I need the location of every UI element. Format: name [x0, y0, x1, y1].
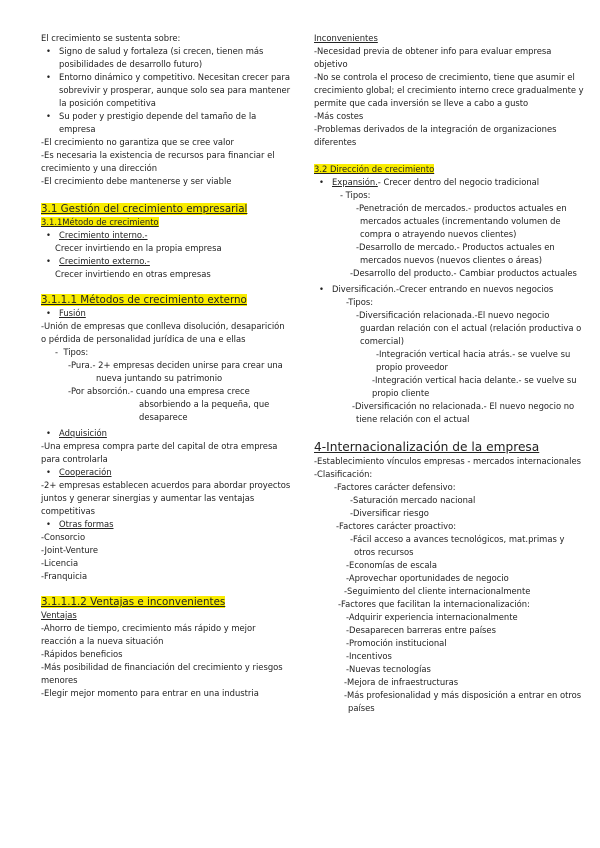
- inconveniente-item: -Más costes: [314, 111, 364, 121]
- heading-3-1-1-1: 3.1.1.1 Métodos de crecimiento externo: [41, 294, 247, 306]
- integracion-delante-text: -Integración vertical hacia delante.- se vuelve su propio cliente: [372, 375, 577, 398]
- internacionalizacion-def: -Establecimiento vínculos empresas - mercados internacionales: [314, 456, 581, 466]
- ventaja-item: -Más posibilidad de financiación del crecimiento y riesgos menores: [41, 662, 283, 685]
- fusion-text: -Unión de empresas que conlleva disolución, desaparición o pérdida de personalidad jurídica de una e ellas: [41, 321, 285, 344]
- section-heading: [41, 202, 291, 216]
- fusion-absorcion-text: -Por absorción.- cuando una empresa crece absorbiendo a la pequeña, que desaparece: [68, 386, 270, 422]
- diversificacion-tipos: -Tipos:: [346, 297, 374, 307]
- inconveniente-item: -Problemas derivados de la integración de organizaciones diferentes: [314, 124, 557, 147]
- bullet-item: • Entorno dinámico y competitivo. Necesitan crecer para sobrevivir y prosperar, aunque solo sea para mantener la posición competitiva: [41, 71, 291, 110]
- diversificacion-relacionada-text: -Diversificación relacionada.-El nuevo negocio guardan relación con el actual (relación productiva o comercial): [356, 310, 582, 346]
- diversificacion-no-relacionada-text: -Diversificación no relacionada.- El nuevo negocio no tiene relación con el actual: [352, 401, 575, 424]
- otras-item: -Consorcio: [41, 532, 86, 542]
- facilitan-item: -Más profesionalidad y más disposición a entrar en otros países: [344, 690, 582, 713]
- defensivo-item: -Saturación mercado nacional: [350, 495, 476, 505]
- defensivo-label: -Factores carácter defensivo:: [334, 482, 456, 492]
- right-column: [314, 32, 586, 715]
- heading-3-1-1-1-2: 3.1.1.1.2 Ventajas e inconvenientes: [41, 596, 226, 608]
- intro-text: El crecimiento se sustenta sobre:: [41, 33, 181, 43]
- bullet-item: • Signo de salud y fortaleza (si crecen, tienen más posibilidades de desarrollo futuro): [41, 45, 291, 71]
- clasificacion-label: -Clasificación:: [314, 469, 373, 479]
- expansion-label: Expansión.: [332, 177, 378, 187]
- dash-item: -El crecimiento debe mantenerse y ser viable: [41, 176, 232, 186]
- integracion-atras-text: -Integración vertical hacia atrás.- se vuelve su propio proveedor: [376, 349, 571, 372]
- heading-4: 4-Internacionalización de la empresa: [314, 440, 540, 454]
- otras-item: -Joint-Venture: [41, 545, 99, 555]
- crecimiento-interno-text: Crecer invirtiendo en la propia empresa: [55, 243, 222, 253]
- adquisicion-label: Adquisición: [59, 428, 107, 438]
- inconveniente-item: -No se controla el proceso de crecimiento, tiene que asumir el crecimiento global; el crecimiento interno crece gradualmente y permite que cada inversión se lleve a cabo a gusto: [314, 72, 584, 108]
- expansion-tipos: - Tipos:: [340, 190, 371, 200]
- fusion-label: Fusión: [59, 308, 86, 318]
- proactivo-item: -Fácil acceso a avances tecnológicos, mat.primas y otros recursos: [350, 534, 565, 557]
- proactivo-item: -Seguimiento del cliente internacionalmente: [344, 586, 531, 596]
- facilitan-item: -Incentivos: [346, 651, 392, 661]
- facilitan-item: -Mejora de infraestructuras: [344, 677, 459, 687]
- proactivo-label: -Factores carácter proactivo:: [336, 521, 457, 531]
- proactivo-item: -Aprovechar oportunidades de negocio: [346, 573, 509, 583]
- ventaja-item: -Rápidos beneficios: [41, 649, 123, 659]
- tipos-label: - Tipos:: [55, 347, 89, 357]
- adquisicion-text: -Una empresa compra parte del capital de otra empresa para controlarla: [41, 441, 278, 464]
- dash-item: -Es necesaria la existencia de recursos para financiar el crecimiento y una dirección: [41, 150, 275, 173]
- heading-3-2: 3.2 Dirección de crecimiento: [314, 164, 435, 174]
- facilitan-label: -Factores que facilitan la internacionalización:: [338, 599, 530, 609]
- facilitan-item: -Nuevas tecnologías: [346, 664, 431, 674]
- ventaja-item: -Elegir mejor momento para entrar en una industria: [41, 688, 259, 698]
- facilitan-item: -Adquirir experiencia internacionalmente: [346, 612, 518, 622]
- crecimiento-externo-label: Crecimiento externo.-: [59, 256, 150, 266]
- heading-3-1: 3.1 Gestión del crecimiento empresarial: [41, 203, 248, 215]
- desarrollo-producto-text: -Desarrollo del producto.- Cambiar productos actuales: [350, 268, 577, 278]
- otras-formas-label: Otras formas: [59, 519, 114, 529]
- heading-3-1-1: 3.1.1Método de crecimiento: [41, 217, 159, 227]
- crecimiento-externo-text: Crecer invirtiendo en otras empresas: [55, 269, 211, 279]
- dash-item: -El crecimiento no garantiza que se cree valor: [41, 137, 234, 147]
- defensivo-item: -Diversificar riesgo: [350, 508, 429, 518]
- ventajas-label: Ventajas: [41, 610, 77, 620]
- crecimiento-interno-label: Crecimiento interno.-: [59, 230, 148, 240]
- expansion-item: • Expansión.- Crecer dentro del negocio tradicional: [314, 176, 586, 189]
- bullet-item: • Su poder y prestigio depende del tamaño de la empresa: [41, 110, 291, 136]
- fusion-pura-text: -Pura.- 2+ empresas deciden unirse para crear una nueva juntando su patrimonio: [68, 360, 283, 383]
- inconveniente-item: -Necesidad previa de obtener info para evaluar empresa objetivo: [314, 46, 552, 69]
- otras-item: -Franquicia: [41, 571, 88, 581]
- desarrollo-mercado-text: -Desarrollo de mercado.- Productos actuales en mercados nuevos (nuevos clientes o áreas): [356, 242, 555, 265]
- left-column: [41, 32, 291, 700]
- penetracion-text: -Penetración de mercados.- productos actuales en mercados actuales (incrementando volumen de compra o atrayendo nuevos clientes): [356, 203, 567, 239]
- cooperacion-text: -2+ empresas establecen acuerdos para abordar proyectos juntos y generar sinergias y aumentar las ventajas competitivas: [41, 480, 291, 516]
- cooperacion-label: Cooperación: [59, 467, 112, 477]
- proactivo-item: -Economías de escala: [346, 560, 437, 570]
- facilitan-item: -Promoción institucional: [346, 638, 447, 648]
- inconvenientes-label: Inconvenientes: [314, 33, 378, 43]
- facilitan-item: -Desaparecen barreras entre países: [346, 625, 496, 635]
- otras-item: -Licencia: [41, 558, 79, 568]
- ventaja-item: -Ahorro de tiempo, crecimiento más rápido y mejor reacción a la nueva situación: [41, 623, 256, 646]
- diversificacion-text: • Diversificación.-Crecer entrando en nuevos negocios: [314, 283, 586, 296]
